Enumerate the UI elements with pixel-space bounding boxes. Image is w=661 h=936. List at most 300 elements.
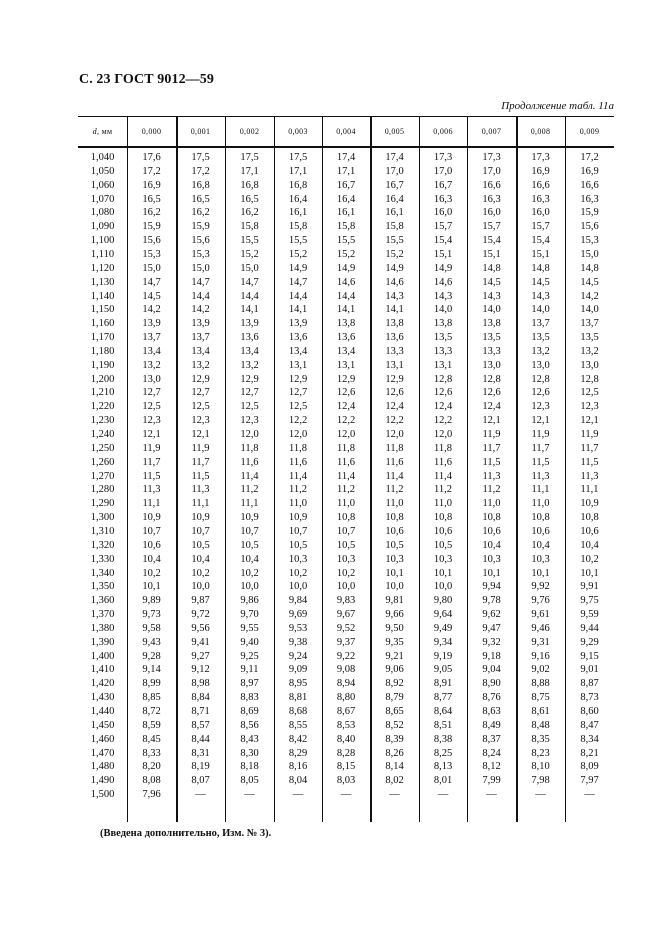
table-cell: 13,7 [531,318,550,330]
table-cell: 12,7 [142,387,161,399]
table-cell: 9,47 [482,622,501,634]
table-cell: 12,9 [240,373,259,385]
table-cell: 12,1 [531,415,550,427]
row-diameter-cell: 1,320 [90,539,115,551]
table-cell: 14,9 [433,262,453,274]
table-cell: 16,8 [240,179,259,191]
table-cell: 8,56 [240,719,259,731]
table-cell: 12,8 [531,373,550,385]
table-cell: 9,87 [191,595,210,607]
table-cell: 8,16 [288,761,308,773]
table-cell: 11,0 [531,498,550,510]
table-cell: 10,3 [433,553,453,565]
table-cell: 8,08 [142,775,161,787]
table-cell: 11,7 [580,442,599,454]
table-cell: 11,9 [482,429,501,440]
table-row [78,234,614,248]
table-header-row [78,117,614,146]
column-divider [516,116,518,822]
table-cell: 8,37 [482,733,501,745]
column-divider [322,116,323,822]
table-row [78,456,614,470]
table-cell: 13,7 [191,332,210,344]
table-cell: 13,2 [191,359,210,371]
table-cell: 11,1 [240,498,259,510]
table-cell: 10,3 [385,553,404,565]
table-row [78,747,614,761]
table-cell: 12,5 [191,401,210,413]
table-cell: 9,69 [288,609,308,621]
table-cell: 14,0 [482,304,501,316]
table-cell: 10,1 [142,581,161,593]
table-cell: 12,5 [142,401,161,413]
table-cell: 12,6 [385,387,404,399]
table-cell: 11,0 [482,498,501,510]
table-cell: 15,5 [336,235,356,247]
table-cell: 8,23 [531,747,550,759]
table-cell: 13,4 [336,345,356,357]
column-divider [565,116,566,822]
table-cell: 11,6 [337,456,355,468]
table-cell: 8,53 [336,719,356,731]
table-cell: 9,84 [288,595,308,607]
table-cell: 8,33 [142,747,161,759]
row-diameter-cell: 1,500 [90,789,115,801]
table-cell: 11,3 [531,470,550,482]
table-cell: 11,5 [142,470,161,482]
table-cell: 14,7 [142,276,161,288]
table-cell: 7,97 [580,775,599,787]
table-cell: 13,0 [580,359,599,371]
table-cell: 10,3 [336,553,356,565]
table-cell: 8,68 [288,706,308,717]
table-cell: 9,16 [531,650,550,662]
column-header: 0,005 [384,127,405,136]
table-cell: 12,4 [482,401,501,413]
table-cell: 17,1 [336,165,356,177]
table-cell: 12,0 [240,429,259,440]
table-cell: 16,0 [482,207,501,219]
table-cell: 16,1 [288,207,308,219]
table-cell: 17,4 [385,152,404,163]
table-cell: 14,0 [580,304,599,316]
table-cell: 8,02 [385,775,404,787]
table-cell: 10,2 [142,567,161,579]
table-cell: 11,8 [289,442,307,454]
table-cell: 11,8 [240,442,259,454]
table-cell: 17,2 [191,165,210,177]
table-row [78,719,614,733]
table-cell: 15,3 [142,248,161,260]
table-cell: 13,0 [482,359,501,371]
table-cell: 16,2 [191,207,210,219]
table-cell: 11,5 [482,456,501,468]
table-cell: 10,6 [142,539,161,551]
table-cell: 12,7 [191,387,210,399]
table-cell: 13,4 [288,345,308,357]
table-cell: 13,5 [580,332,599,344]
table-cell: 16,7 [336,179,356,191]
table-cell: 8,91 [433,678,453,690]
table-cell: 11,3 [482,470,501,482]
table-cell: 14,7 [288,276,308,288]
table-cell: 9,53 [288,622,308,634]
table-cell: 11,9 [531,429,550,440]
table-cell: 14,7 [191,276,210,288]
table-cell: 11,2 [482,484,501,496]
row-diameter-cell: 1,110 [90,248,115,260]
table-cell: 15,4 [531,235,550,247]
row-diameter-cell: 1,480 [90,761,115,773]
table-row [78,400,614,414]
table-cell: 15,9 [580,207,599,219]
table-cell: 15,8 [385,221,404,233]
table-cell: 10,0 [240,581,259,593]
row-diameter-cell: 1,350 [90,581,115,593]
table-cell: 14,2 [191,304,210,316]
table-cell: 10,9 [142,512,161,524]
table-cell: 9,29 [580,636,599,648]
table-cell: 9,21 [385,650,404,662]
table-cell: 16,6 [531,179,550,191]
table-cell: 13,5 [433,332,453,344]
table-cell: 13,1 [336,359,356,371]
table-cell: 12,0 [433,429,453,440]
table-cell: 8,60 [580,706,599,717]
table-cell: 9,32 [482,636,501,648]
table-cell: 17,1 [240,165,259,177]
table-cell: 8,13 [433,761,453,773]
row-diameter-cell: 1,380 [90,622,115,634]
table-cell: 10,5 [336,539,356,551]
table-cell: 11,3 [191,484,210,496]
table-row [78,428,614,442]
table-cell: 13,4 [142,345,161,357]
table-cell: 13,4 [191,345,210,357]
table-cell: 8,45 [142,733,161,745]
table-cell: 10,7 [240,525,259,537]
table-cell: 8,48 [531,719,550,731]
table-cell: 8,83 [240,692,259,704]
table-cell: 9,08 [336,664,356,676]
column-header: 0,001 [190,127,211,136]
table-header-rule [78,146,614,148]
table-cell: 10,4 [531,539,550,551]
table-cell: 12,2 [288,415,308,427]
table-cell: 8,15 [336,761,356,773]
table-cell: 7,96 [142,789,161,801]
table-cell: 13,2 [531,345,550,357]
table-cell: 16,0 [433,207,453,219]
table-cell: 14,3 [385,290,404,302]
table-cell: 15,0 [191,262,210,274]
table-cell: 9,58 [142,622,161,634]
row-diameter-cell: 1,390 [90,636,115,648]
table-row [78,608,614,622]
table-cell: 12,1 [142,429,161,440]
table-cell: 16,7 [433,179,453,191]
table-cell: 11,7 [482,442,501,454]
table-cell: 15,7 [482,221,501,233]
table-cell: 12,4 [433,401,453,413]
row-diameter-cell: 1,160 [90,318,115,330]
table-cell: 12,6 [433,387,453,399]
table-cell: 13,3 [482,345,501,357]
table-cell: 10,6 [433,525,453,537]
row-diameter-cell: 1,210 [90,387,115,399]
table-cell: 10,7 [191,525,210,537]
table-cell: 10,8 [580,512,599,524]
table-cell: — [340,789,352,801]
table-cell: 12,8 [433,373,453,385]
table-cell: 8,05 [240,775,259,787]
table-cell: 10,4 [142,553,161,565]
table-cell: 8,81 [288,692,308,704]
table-cell: 17,3 [482,152,501,163]
table-cell: — [389,789,400,801]
table-cell: 8,87 [580,678,599,690]
table-row [78,733,614,747]
table-cell: 10,1 [482,567,501,579]
table-cell: 8,43 [240,733,259,745]
table-row [78,567,614,581]
table-row [78,580,614,594]
table-cell: — [292,789,304,801]
table-cell: 15,2 [336,248,356,260]
table-cell: 9,14 [142,664,161,676]
table-row [78,179,614,193]
row-diameter-cell: 1,180 [90,345,115,357]
table-cell: 10,6 [531,525,550,537]
table-cell: 8,39 [385,733,404,745]
table-cell: 8,64 [433,706,453,717]
table-cell: 8,63 [482,706,501,717]
table-cell: 13,6 [336,332,356,344]
table-cell: 13,5 [531,332,550,344]
table-cell: 11,5 [580,456,599,468]
table-cell: 9,67 [336,609,356,621]
table-cell: 12,8 [580,373,599,385]
table-cell: — [584,789,595,801]
table-cell: 8,01 [433,775,453,787]
table-cell: 9,35 [385,636,404,648]
table-cell: 16,9 [142,179,161,191]
table-cell: 13,8 [482,318,501,330]
table-cell: 10,0 [433,581,453,593]
table-cell: 11,8 [434,442,452,454]
table-cell: — [244,789,255,801]
table-cell: 8,67 [336,706,356,717]
table-cell: 12,5 [580,387,599,399]
table-cell: 10,5 [288,539,308,551]
table-row [78,248,614,262]
table-cell: 17,4 [336,152,356,163]
table-cell: 10,0 [336,581,356,593]
table-cell: 9,37 [336,636,356,648]
table-cell: 17,3 [531,152,550,163]
table-cell: 12,6 [336,387,356,399]
table-row [78,151,614,165]
row-diameter-cell: 1,240 [90,429,115,440]
row-diameter-cell: 1,230 [90,415,115,427]
table-cell: 10,0 [385,581,404,593]
table-cell: 13,2 [240,359,259,371]
table-cell: 14,4 [288,290,308,302]
table-cell: 10,4 [580,539,599,551]
table-cell: 17,6 [142,152,161,163]
table-cell: 9,89 [142,595,161,607]
table-cell: 11,7 [191,456,210,468]
table-row [78,220,614,234]
row-diameter-cell: 1,120 [90,262,115,274]
row-diameter-cell: 1,470 [90,747,115,759]
table-cell: 9,81 [385,595,404,607]
table-cell: 12,2 [385,415,404,427]
table-cell: 12,2 [336,415,356,427]
table-cell: 8,40 [336,733,356,745]
table-cell: 8,18 [240,761,259,773]
table-cell: 8,03 [336,775,356,787]
table-cell: 9,06 [385,664,404,676]
row-diameter-cell: 1,340 [90,567,115,579]
column-divider [274,116,275,822]
table-cell: 9,22 [336,650,356,662]
table-cell: 13,8 [336,318,356,330]
table-cell: — [195,789,206,801]
table-cell: 9,02 [531,664,550,676]
table-cell: 14,5 [482,276,501,288]
table-cell: 13,1 [288,359,308,371]
table-row [78,470,614,484]
table-cell: 11,2 [434,484,452,496]
table-cell: 15,7 [531,221,550,233]
table-cell: 10,8 [531,512,550,524]
table-cell: 8,75 [531,692,550,704]
table-cell: 11,1 [142,498,161,510]
row-diameter-cell: 1,130 [90,276,115,288]
row-diameter-cell: 1,300 [90,512,115,524]
column-header: 0,006 [433,127,453,136]
table-cell: 16,3 [531,193,550,205]
table-cell: 8,71 [191,706,210,717]
table-cell: 9,94 [482,581,501,593]
table-cell: 9,70 [240,609,259,621]
table-cell: 11,0 [385,498,404,510]
table-cell: 9,09 [288,664,308,676]
table-cell: 16,8 [288,179,308,191]
table-cell: 10,5 [433,539,453,551]
table-cell: 8,73 [580,692,599,704]
table-cell: 14,3 [433,290,453,302]
table-cell: 9,11 [240,664,259,676]
row-diameter-cell: 1,150 [90,304,115,316]
table-cell: 11,5 [531,456,550,468]
table-cell: 11,4 [337,470,355,482]
table-cell: 8,77 [433,692,453,704]
row-diameter-cell: 1,310 [90,525,115,537]
row-diameter-cell: 1,420 [90,678,115,690]
table-cell: 9,73 [142,609,161,621]
table-cell: 10,2 [580,553,599,565]
table-cell: 14,5 [531,276,550,288]
table-cell: 9,19 [433,650,453,662]
table-cell: 10,8 [336,512,356,524]
table-cell: 8,59 [142,719,161,731]
table-row [78,760,614,774]
table-cell: 13,7 [580,318,599,330]
table-cell: 9,49 [433,622,453,634]
table-cell: 16,9 [580,165,599,177]
table-cell: 12,9 [336,373,356,385]
table-cell: 9,04 [482,664,501,676]
table-cell: 7,98 [531,775,550,787]
table-cell: 8,04 [288,775,308,787]
table-cell: 14,9 [288,262,308,274]
table-cell: 11,9 [191,442,210,454]
table-cell: 15,9 [142,221,161,233]
table-cell: 8,47 [580,719,599,731]
table-cell: 8,49 [482,719,501,731]
table-cell: 8,92 [385,678,404,690]
table-cell: 10,8 [433,512,453,524]
table-cell: 12,0 [288,429,308,440]
table-cell: 9,78 [482,595,501,607]
table-cell: 8,28 [336,747,356,759]
table-cell: 12,6 [482,387,501,399]
footnote: (Введена дополнительно, Изм. № 3). [100,828,272,839]
table-cell: 14,0 [531,304,550,316]
table-row [78,345,614,359]
table-cell: 14,1 [288,304,308,316]
table-cell: 13,3 [385,345,404,357]
table-cell: 13,3 [433,345,453,357]
table-cell: 17,5 [240,152,259,163]
table-cell: 9,31 [531,636,550,648]
table-cell: 14,4 [191,290,210,302]
row-diameter-cell: 1,220 [90,401,115,413]
table-cell: 15,1 [531,248,550,260]
table-row [78,317,614,331]
page-header: С. 23 ГОСТ 9012—59 [79,72,214,87]
table-cell: 11,0 [337,498,355,510]
table-cell: 14,1 [240,304,259,316]
table-cell: 12,3 [580,401,599,413]
table-row [78,663,614,677]
table-cell: 9,72 [191,609,210,621]
table-row [78,165,614,179]
table-cell: 10,9 [580,498,599,510]
table-cell: 11,3 [580,470,599,482]
table-cell: 14,9 [385,262,404,274]
table-cell: 13,9 [240,318,259,330]
table-cell: 8,84 [191,692,210,704]
table-row [78,691,614,705]
table-cell: 13,4 [240,345,259,357]
table-cell: 9,86 [240,595,259,607]
table-row [78,705,614,719]
row-diameter-cell: 1,190 [90,359,115,371]
column-divider [225,116,226,822]
table-cell: 16,0 [531,207,550,219]
table-cell: 15,5 [385,235,404,247]
table-cell: 14,1 [336,304,356,316]
table-row [78,386,614,400]
table-cell: 15,2 [240,248,259,260]
table-row [78,525,614,539]
table-cell: 11,8 [385,442,404,454]
row-diameter-cell: 1,060 [90,179,115,191]
table-cell: 16,3 [433,193,453,205]
